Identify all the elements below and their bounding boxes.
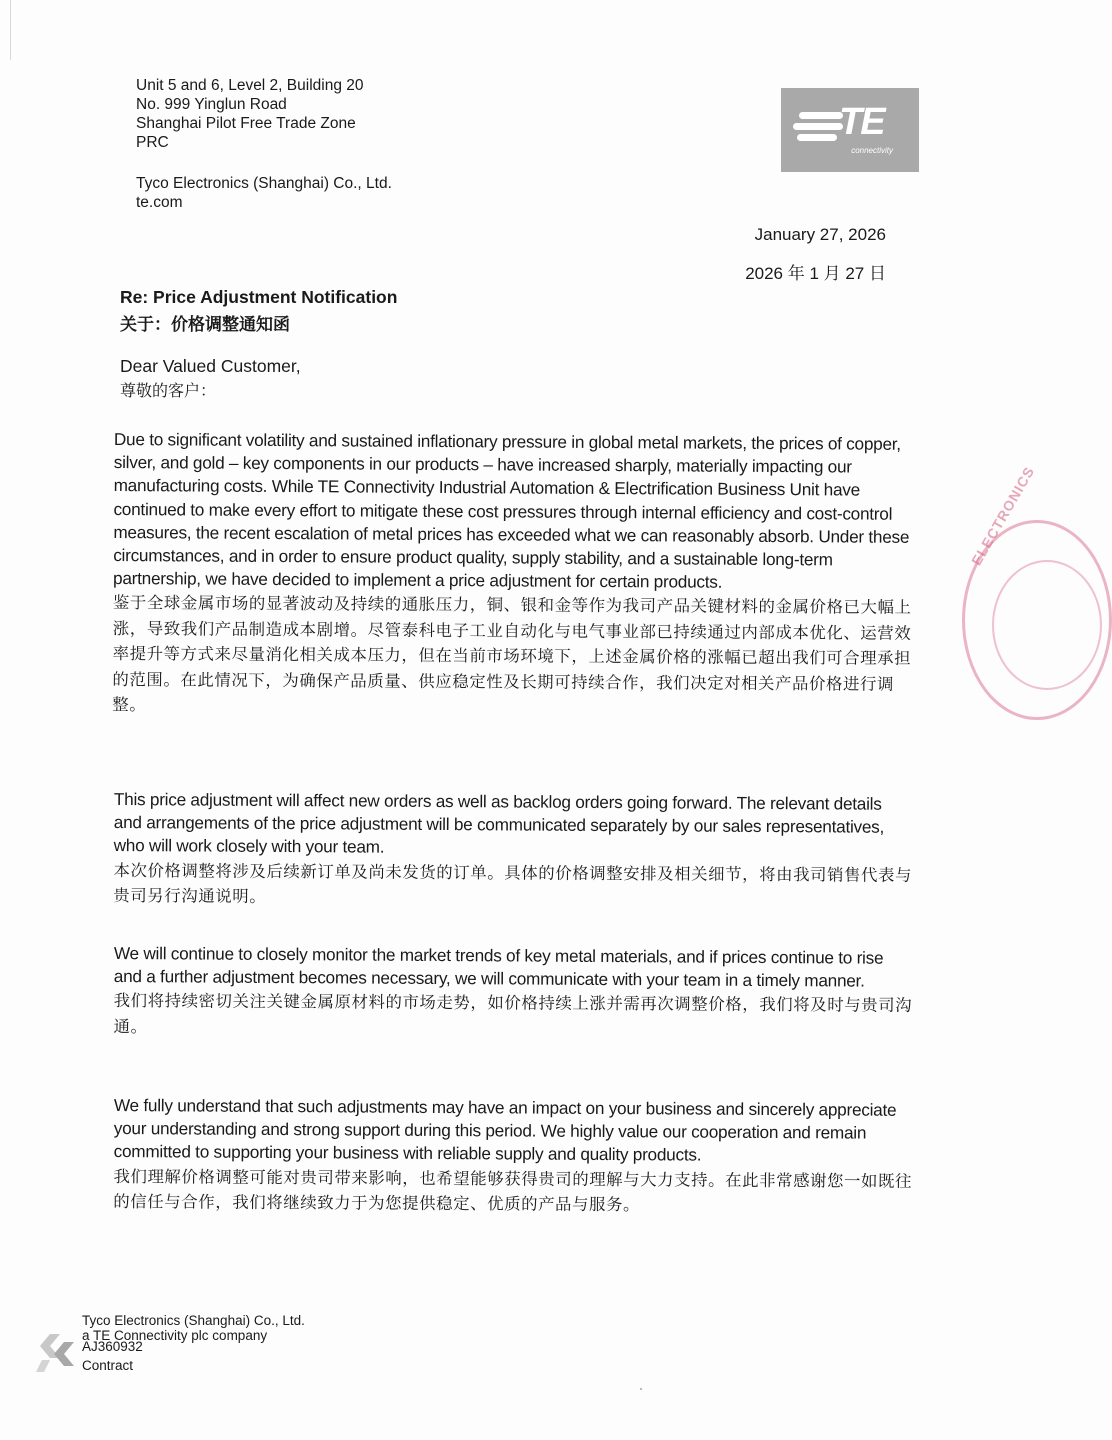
paragraph-english: We will continue to closely monitor the market trends of key metal materials, and if prices continue to rise and a further adjustment becomes necessary, we will communicate with your team in a timely manner. [113, 943, 884, 991]
footer-company: Tyco Electronics (Shanghai) Co., Ltd. [82, 1313, 305, 1328]
footer [82, 1313, 305, 1373]
paragraph-1 [112, 428, 914, 723]
scan-edge-line [10, 0, 11, 60]
te-footer-chevron-icon [36, 1332, 80, 1374]
subject-english: Re: Price Adjustment Notification [120, 287, 398, 307]
date-english: January 27, 2026 [754, 225, 886, 244]
logo-bars-icon [793, 112, 843, 145]
address-line: No. 999 Yinglun Road [136, 96, 287, 113]
paragraph-english: Due to significant volatility and sustained inflationary pressure in global metal markets, the prices of copper, silver, and gold – key components in our products – have increased sharply, materially impacting our manufacturing costs. While TE Connectivity Industrial Automation & Electrification Business Unit have continued to make every effort to mitigate these cost pressures through internal efficiency and cost-control measures, the recent escalation of metal prices has exceeded what we can reasonably absorb. Under these circumstances, and in order to ensure product quality, supply stability, and a sustainable long-term partnership, we have decided to implement a price adjustment for certain products. [113, 428, 910, 592]
footer-code: AJ360932 [82, 1339, 143, 1354]
footer-label: Contract [82, 1358, 134, 1373]
scan-speck [640, 1388, 642, 1390]
address-line: Shanghai Pilot Free Trade Zone [136, 115, 356, 132]
paragraph-chinese: 我们将持续密切关注关键金属原材料的市场走势，如价格持续上涨并需再次调整价格，我们将及时与贵司沟通。 [113, 991, 913, 1037]
company-seal-inner-ring [992, 560, 1102, 690]
logo-mark: TE [839, 101, 884, 143]
paragraph-2 [113, 788, 914, 913]
letterhead-address [136, 76, 364, 152]
paragraph-chinese: 本次价格调整将涉及后续新订单及尚未发货的订单。具体的价格调整安排及相关细节，将由我司销售代表与贵司另行沟通说明。 [113, 860, 913, 907]
salutation-chinese: 尊敬的客户： [120, 381, 217, 400]
paragraph-chinese: 鉴于全球金属市场的显著波动及持续的通胀压力，铜、银和金等作为我司产品关键材料的金属价格已大幅上涨，导致我们产品制造成本剧增。尽管泰科电子工业自动化与电气事业部已持续通过内部成本优化、运营效率提升等方式来尽量消化相关成本压力，但在当前市场环境下，上述金属价格的涨幅已超出我们可合理承担的范围。在此情况下，为确保产品质量、供应稳定性及长期可持续合作，我们决定对相关产品价格进行调整。 [112, 593, 912, 715]
subject-chinese: 关于：价格调整通知函 [120, 315, 290, 335]
company-website: te.com [136, 194, 183, 211]
paragraph-chinese: 我们理解价格调整可能对贵司带来影响，也希望能够获得贵司的理解与大力支持。在此非常感谢您一如既往的信任与合作，我们将继续致力于为您提供稳定、优质的产品与服务。 [113, 1166, 913, 1215]
letterhead-company [136, 174, 392, 212]
address-line: PRC [136, 134, 169, 151]
seal-text: ELECTRONICS [968, 463, 1038, 568]
date-chinese: 2026 年 1 月 27 日 [745, 264, 886, 283]
footer-parent: a TE Connectivity plc company [82, 1328, 268, 1343]
company-name: Tyco Electronics (Shanghai) Co., Ltd. [136, 175, 392, 192]
paragraph-english: We fully understand that such adjustments may have an impact on your business and sincerely appreciate your understanding and strong support during this period. We highly value our cooperation and remain committed to supporting your business with reliable supply and quality products. [113, 1095, 897, 1165]
te-connectivity-logo [781, 88, 919, 172]
salutation-english: Dear Valued Customer, [120, 356, 301, 376]
paragraph-4 [113, 1094, 914, 1219]
address-line: Unit 5 and 6, Level 2, Building 20 [136, 77, 364, 94]
logo-subtitle: connectivity [851, 146, 893, 155]
paragraph-3 [113, 942, 914, 1044]
paragraph-english: This price adjustment will affect new orders as well as backlog orders going forward. The relevant details and arrangements of the price adjustment will be communicated separately by our sales representatives, who will work closely with your team. [113, 789, 885, 858]
